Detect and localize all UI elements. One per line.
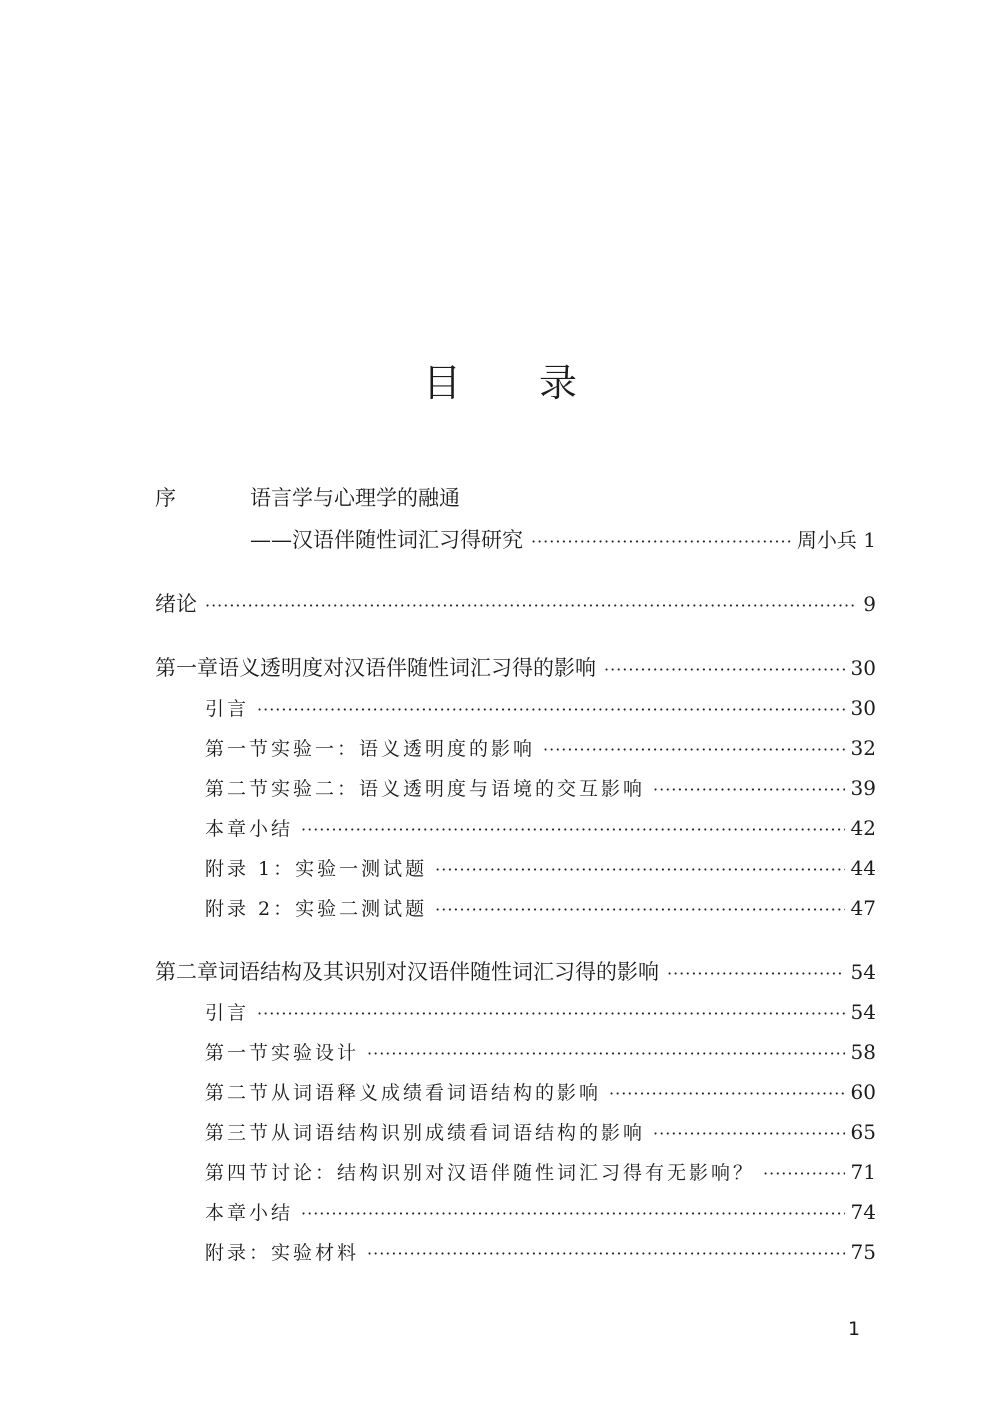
ch2-summary-page: 74	[850, 1200, 876, 1224]
ch1-sec1-page: 32	[850, 736, 876, 760]
toc-entry-ch2-summary[interactable]	[205, 1196, 876, 1228]
ch2-summary-label: 本章小结	[205, 1202, 294, 1224]
leader-dots	[531, 524, 791, 558]
toc-entry-ch1-summary[interactable]	[205, 812, 876, 844]
leader-dots	[763, 1157, 845, 1190]
chapter-1-page: 30	[850, 656, 876, 680]
toc-entry-ch2-sec2[interactable]	[205, 1076, 876, 1108]
ch1-appendix2-page: 47	[850, 896, 876, 920]
chapter-2-title: 词语结构及其识别对汉语伴随性词汇习得的影响	[218, 960, 659, 984]
ch1-summary-label: 本章小结	[205, 818, 294, 840]
chapter-1-label: 第一章	[155, 656, 218, 680]
ch1-appendix1-label: 附录 1：实验一测试题	[205, 858, 428, 880]
ch2-sec3-page: 65	[850, 1120, 876, 1144]
page-number: 1	[848, 1318, 861, 1340]
ch2-sec1-title: 实验设计	[271, 1042, 360, 1064]
leader-dots	[367, 1037, 845, 1070]
preface-label: 序	[155, 486, 176, 510]
leader-dots	[301, 1197, 845, 1230]
ch1-appendix2-label: 附录 2：实验二测试题	[205, 898, 428, 920]
toc-entry-preface-subtitle[interactable]	[250, 524, 876, 556]
ch2-sec4-page: 71	[850, 1160, 876, 1184]
toc-entry-ch2-sec1[interactable]	[205, 1036, 876, 1068]
leader-dots	[667, 956, 845, 990]
toc-heading-char-2: 录	[539, 361, 578, 405]
ch2-sec2-label: 第二节	[205, 1082, 272, 1104]
toc-heading	[0, 352, 1000, 407]
leader-dots	[205, 588, 857, 622]
leader-dots	[604, 652, 845, 686]
leader-dots	[435, 853, 844, 886]
leader-dots	[367, 1237, 845, 1270]
chapter-2-label: 第二章	[155, 960, 218, 984]
intro-title: 绪论	[155, 592, 197, 616]
leader-dots	[435, 893, 844, 926]
leader-dots	[257, 997, 845, 1030]
ch2-sec4-label: 第四节	[205, 1162, 272, 1184]
ch2-intro-label: 引言	[205, 1002, 250, 1024]
ch1-appendix1-page: 44	[850, 856, 876, 880]
leader-dots	[543, 733, 845, 766]
ch2-sec4-title: 讨论：结构识别对汉语伴随性词汇习得有无影响？	[271, 1162, 756, 1184]
ch2-sec2-title: 从词语释义成绩看词语结构的影响	[271, 1082, 602, 1104]
ch1-sec2-page: 39	[850, 776, 876, 800]
toc-heading-char-1: 目	[422, 361, 461, 405]
leader-dots	[609, 1077, 845, 1110]
toc-entry-chapter-2[interactable]	[155, 956, 876, 988]
ch2-sec1-label: 第一节	[205, 1042, 272, 1064]
ch1-summary-page: 42	[850, 816, 876, 840]
ch1-intro-label: 引言	[205, 698, 250, 720]
toc-entry-chapter-1[interactable]	[155, 652, 876, 684]
leader-dots	[653, 773, 845, 806]
toc-entry-ch1-sec2[interactable]	[205, 772, 876, 804]
leader-dots	[257, 693, 845, 726]
ch2-sec3-label: 第三节	[205, 1122, 272, 1144]
preface-author-page: 周小兵 1	[796, 528, 876, 552]
ch2-appendix-page: 75	[850, 1240, 876, 1264]
toc-entry-ch2-intro[interactable]	[205, 996, 876, 1028]
ch2-appendix-label: 附录：实验材料	[205, 1242, 360, 1264]
toc-entry-ch2-appendix[interactable]	[205, 1236, 876, 1268]
toc-entry-preface[interactable]	[155, 482, 876, 514]
ch1-sec2-title: 实验二：语义透明度与语境的交互影响	[271, 778, 646, 800]
toc-entry-ch2-sec4[interactable]	[205, 1156, 876, 1188]
leader-dots	[301, 813, 845, 846]
ch2-sec2-page: 60	[850, 1080, 876, 1104]
ch1-intro-page: 30	[850, 696, 876, 720]
chapter-1-title: 语义透明度对汉语伴随性词汇习得的影响	[218, 656, 596, 680]
preface-subtitle: ——汉语伴随性词汇习得研究	[250, 528, 523, 552]
ch2-intro-page: 54	[850, 1000, 876, 1024]
ch2-sec1-page: 58	[850, 1040, 876, 1064]
ch2-sec3-title: 从词语结构识别成绩看词语结构的影响	[271, 1122, 646, 1144]
toc-entry-ch1-sec1[interactable]	[205, 732, 876, 764]
toc-entry-ch2-sec3[interactable]	[205, 1116, 876, 1148]
toc-entry-intro[interactable]	[155, 588, 876, 620]
ch1-sec1-label: 第一节	[205, 738, 272, 760]
toc-entry-ch1-intro[interactable]	[205, 692, 876, 724]
chapter-2-page: 54	[850, 960, 876, 984]
preface-title: 语言学与心理学的融通	[250, 486, 460, 510]
toc-entry-ch1-appendix1[interactable]	[205, 852, 876, 884]
ch1-sec1-title: 实验一：语义透明度的影响	[271, 738, 536, 760]
toc-entry-ch1-appendix2[interactable]	[205, 892, 876, 924]
leader-dots	[653, 1117, 845, 1150]
ch1-sec2-label: 第二节	[205, 778, 272, 800]
intro-page: 9	[863, 592, 876, 616]
